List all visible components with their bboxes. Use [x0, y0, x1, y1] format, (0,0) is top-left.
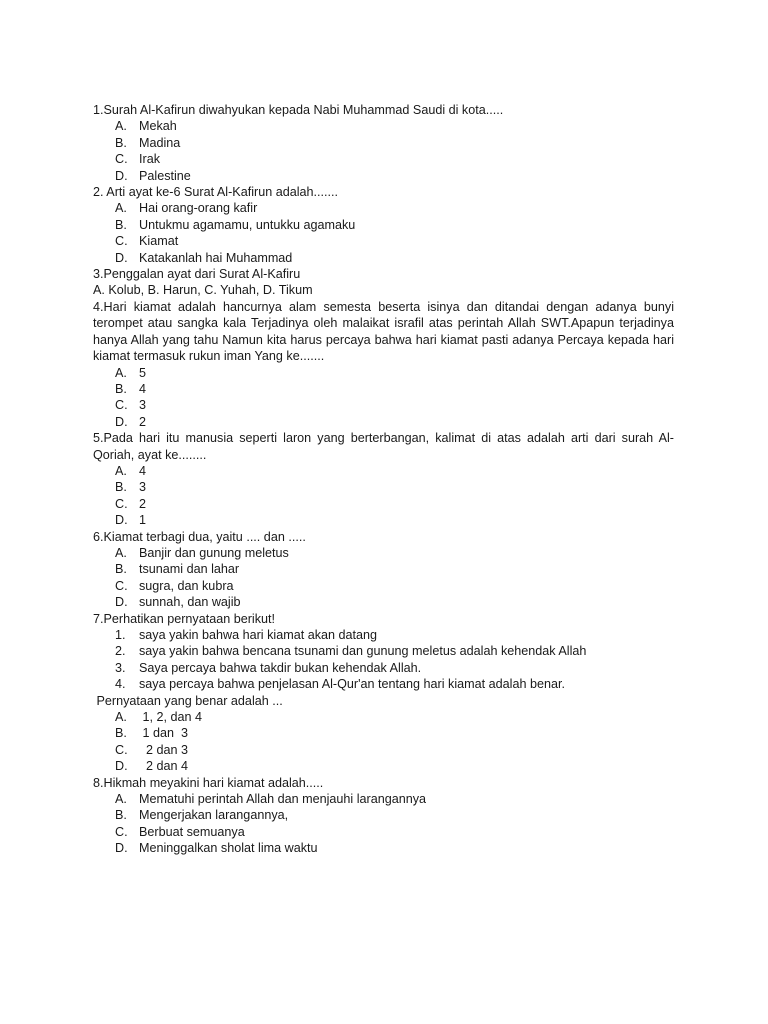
statement-label: 3.	[115, 660, 126, 675]
option-label: D.	[115, 250, 128, 265]
option-c	[93, 496, 674, 512]
option-d	[93, 414, 674, 430]
option-label: D.	[115, 414, 128, 429]
option-c	[93, 742, 674, 758]
option-text: sunnah, dan wajib	[139, 595, 241, 610]
question-4	[93, 299, 674, 430]
option-text: Untukmu agamamu, untukku agamaku	[139, 217, 356, 232]
option-a	[93, 791, 674, 807]
option-b	[93, 725, 674, 741]
option-text: 2	[139, 496, 147, 511]
option-c	[93, 578, 674, 594]
statement-label: 1.	[115, 628, 126, 642]
option-a	[93, 709, 674, 725]
option-a	[93, 463, 674, 479]
option-label: B.	[115, 726, 127, 741]
option-b	[93, 807, 674, 823]
option-d	[93, 250, 674, 266]
statement-3	[93, 660, 674, 676]
question-1	[93, 102, 674, 184]
option-d	[93, 840, 674, 856]
option-text: Mematuhi perintah Allah dan menjauhi larangannya	[139, 792, 427, 807]
option-text: Katakanlah hai Muhammad	[139, 250, 293, 265]
option-label: A.	[115, 710, 127, 725]
option-text: Madina	[139, 135, 181, 150]
option-label: B.	[115, 562, 127, 577]
option-d	[93, 512, 674, 528]
option-text: 4	[139, 381, 147, 396]
option-label: A.	[115, 365, 127, 380]
option-a	[93, 365, 674, 381]
option-text: 2 dan 4	[139, 759, 189, 774]
option-label: C.	[115, 824, 128, 839]
option-b	[93, 135, 674, 151]
quiz-document	[93, 102, 674, 857]
option-label: B.	[115, 808, 127, 823]
option-text: 2	[139, 414, 147, 429]
option-c	[93, 824, 674, 840]
option-label: B.	[115, 480, 127, 495]
option-label: A.	[115, 463, 127, 478]
question-6	[93, 529, 674, 611]
statement-text: saya yakin bahwa hari kiamat akan datang	[139, 628, 378, 642]
option-label: B.	[115, 381, 127, 396]
statement-label: 4.	[115, 677, 126, 692]
option-text: Kiamat	[139, 234, 179, 249]
question-5	[93, 430, 674, 528]
question-text: 1.Surah Al-Kafirun diwahyukan kepada Nabi Muhammad Saudi di kota.....	[93, 103, 504, 117]
option-text: Hai orang-orang kafir	[139, 201, 258, 216]
question-prompt: Pernyataan yang benar adalah ...	[93, 693, 283, 708]
option-text: 3	[139, 480, 147, 495]
statement-text: saya percaya bahwa penjelasan Al-Qur'an tentang hari kiamat adalah benar.	[139, 677, 565, 692]
option-label: C.	[115, 398, 128, 413]
statement-1	[93, 627, 674, 643]
option-label: A.	[115, 545, 127, 560]
option-a	[93, 545, 674, 561]
option-text: Banjir dan gunung meletus	[139, 545, 289, 560]
option-label: B.	[115, 217, 127, 232]
question-text: 2. Arti ayat ke-6 Surat Al-Kafirun adalah.......	[93, 185, 339, 200]
option-label: C.	[115, 742, 128, 757]
option-label: D.	[115, 595, 128, 610]
inline-options: A. Kolub, B. Harun, C. Yuhah, D. Tikum	[93, 283, 313, 298]
option-text: 5	[139, 365, 147, 380]
option-text: 2 dan 3	[139, 742, 189, 757]
option-text: tsunami dan lahar	[139, 562, 240, 577]
option-label: C.	[115, 496, 128, 511]
option-a	[93, 118, 674, 134]
statement-4	[93, 676, 674, 692]
question-text: 6.Kiamat terbagi dua, yaitu .... dan .....	[93, 529, 306, 544]
option-d	[93, 758, 674, 774]
statement-2	[93, 643, 674, 659]
question-text: 8.Hikmah meyakini hari kiamat adalah.....	[93, 775, 324, 790]
option-label: D.	[115, 759, 128, 774]
option-text: Irak	[139, 152, 160, 167]
option-c	[93, 397, 674, 413]
option-text: Meninggalkan sholat lima waktu	[139, 841, 318, 856]
option-text: 1	[139, 513, 147, 528]
option-label: C.	[115, 578, 128, 593]
option-label: A.	[115, 792, 127, 807]
question-text: 4.Hari kiamat adalah hancurnya alam semesta beserta isinya dan ditandai dengan adanya bunyi terompet atau sangka kala Terjadinya oleh malaikat israfil atas perintah Allah SWT.Apapun terjadinya hanya Allah yang tahu Namun kita harus percaya bahwa hari kiamat pasti adanya Percaya kepada hari kiamat termasuk rukun iman Yang ke.......	[93, 299, 674, 364]
option-d	[93, 168, 674, 184]
question-8	[93, 775, 674, 857]
option-label: D.	[115, 841, 128, 856]
option-label: D.	[115, 513, 128, 528]
statement-label: 2.	[115, 644, 126, 659]
option-label: A.	[115, 201, 127, 216]
option-d	[93, 594, 674, 610]
option-label: C.	[115, 152, 128, 167]
option-text: 1, 2, dan 4	[139, 710, 203, 725]
question-text: 5.Pada hari itu manusia seperti laron yang berterbangan, kalimat di atas adalah arti dari surah Al-Qoriah, ayat ke........	[93, 431, 674, 462]
question-text: 7.Perhatikan pernyataan berikut!	[93, 611, 276, 626]
option-text: 1 dan 3	[139, 726, 189, 741]
option-text: Mengerjakan larangannya,	[139, 808, 289, 823]
option-b	[93, 479, 674, 495]
option-c	[93, 233, 674, 249]
option-text: Mekah	[139, 119, 177, 134]
option-text: Palestine	[139, 168, 191, 183]
option-b	[93, 381, 674, 397]
option-b	[93, 561, 674, 577]
question-7	[93, 611, 674, 775]
option-text: 4	[139, 463, 147, 478]
option-a	[93, 200, 674, 216]
statement-text: Saya percaya bahwa takdir bukan kehendak Allah.	[139, 660, 422, 675]
option-label: D.	[115, 168, 128, 183]
statement-text: saya yakin bahwa bencana tsunami dan gunung meletus adalah kehendak Allah	[139, 644, 587, 659]
option-text: Berbuat semuanya	[139, 824, 245, 839]
option-label: A.	[115, 119, 127, 134]
option-text: 3	[139, 398, 147, 413]
option-c	[93, 151, 674, 167]
question-3	[93, 266, 674, 299]
question-2	[93, 184, 674, 266]
option-label: B.	[115, 135, 127, 150]
option-label: C.	[115, 234, 128, 249]
question-text: 3.Penggalan ayat dari Surat Al-Kafiru	[93, 267, 301, 282]
option-text: sugra, dan kubra	[139, 578, 234, 593]
option-b	[93, 217, 674, 233]
